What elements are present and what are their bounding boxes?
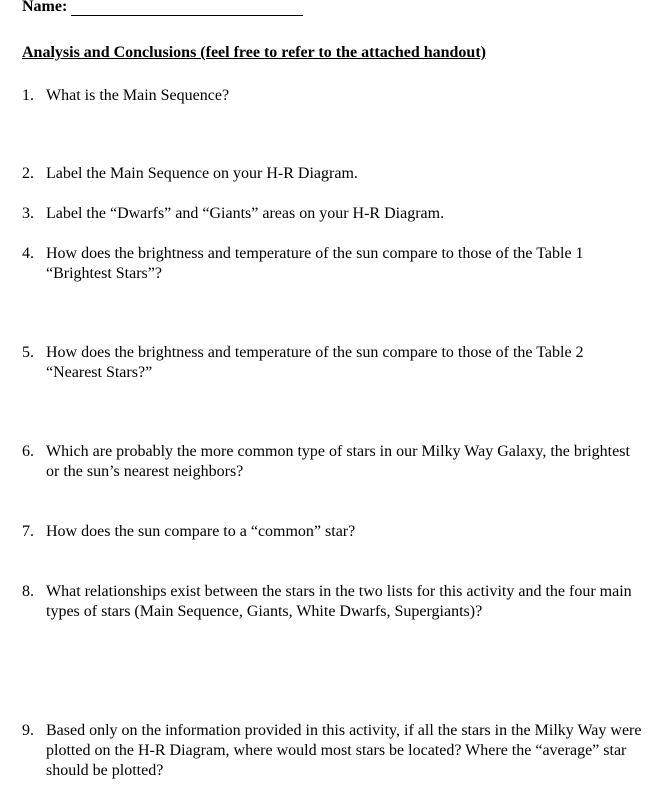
- question-text: What is the Main Sequence?: [46, 87, 230, 104]
- question-8: [22, 582, 642, 622]
- question-4: [22, 244, 642, 284]
- question-1: [22, 86, 642, 106]
- question-text: How does the brightness and temperature of the sun compare to those of the Table 1 “Brightest Stars”?: [46, 245, 584, 282]
- question-number: 3.: [22, 205, 34, 222]
- question-text: How does the sun compare to a “common” star?: [46, 523, 356, 540]
- question-text: What relationships exist between the stars in the two lists for this activity and the four main types of stars (Main Sequence, Giants, White Dwarfs, Supergiants)?: [46, 583, 632, 620]
- question-text: Label the “Dwarfs” and “Giants” areas on your H-R Diagram.: [46, 205, 445, 222]
- question-text: Based only on the information provided in this activity, if all the stars in the Milky Way were plotted on the H-R Diagram, where would most stars be located? Where the “average” star should be plotted?: [46, 722, 642, 779]
- question-5: [22, 343, 642, 383]
- question-6: [22, 442, 642, 482]
- section-heading: Analysis and Conclusions (feel free to refer to the attached handout): [22, 44, 486, 61]
- question-number: 5.: [22, 344, 34, 361]
- question-number: 1.: [22, 87, 34, 104]
- name-blank-line[interactable]: [71, 1, 303, 16]
- question-2: [22, 164, 642, 184]
- question-text: Which are probably the more common type of stars in our Milky Way Galaxy, the brightest or the sun’s nearest neighbors?: [46, 443, 630, 480]
- question-text: Label the Main Sequence on your H-R Diagram.: [46, 165, 358, 182]
- question-number: 2.: [22, 165, 34, 182]
- name-label: Name:: [22, 0, 68, 15]
- question-number: 6.: [22, 443, 34, 460]
- question-number: 7.: [22, 523, 34, 540]
- name-field-row: [22, 0, 303, 16]
- question-3: [22, 204, 642, 224]
- question-text: How does the brightness and temperature of the sun compare to those of the Table 2 “Nearest Stars?”: [46, 344, 584, 381]
- question-number: 4.: [22, 245, 34, 262]
- question-9: [22, 721, 642, 781]
- question-7: [22, 522, 642, 542]
- question-number: 8.: [22, 583, 34, 600]
- question-number: 9.: [22, 722, 34, 739]
